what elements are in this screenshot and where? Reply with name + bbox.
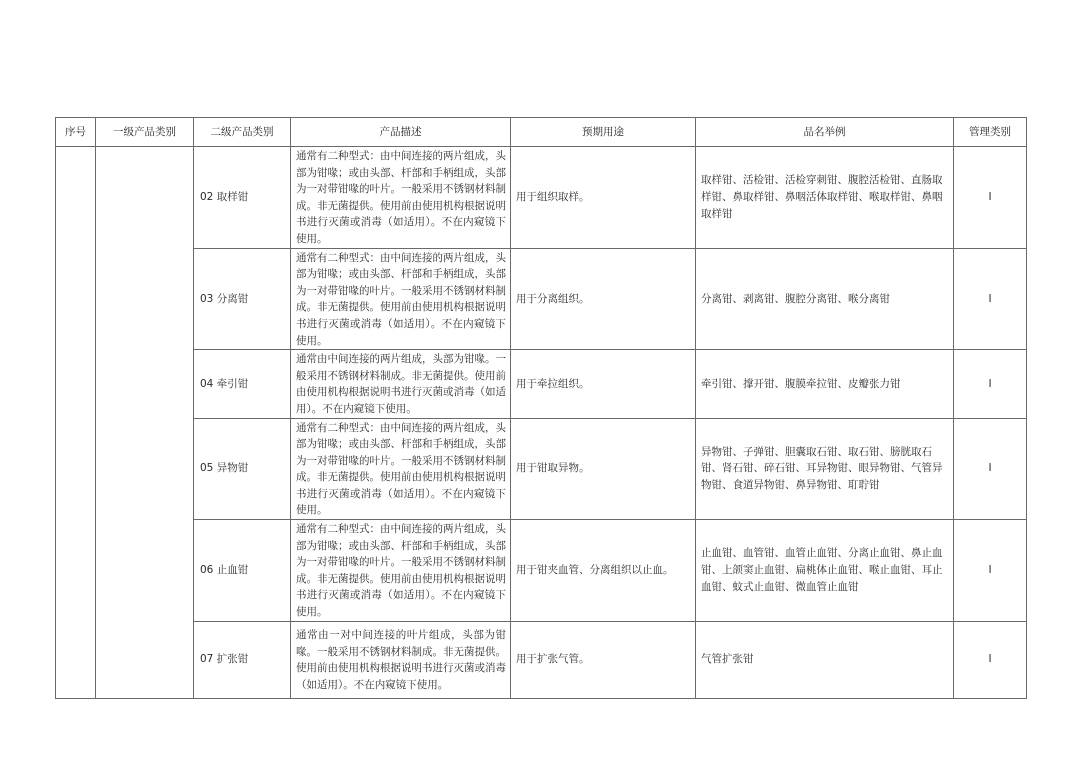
header-row [56,118,1027,147]
secondary-category-cell: 04 牵引钳 [194,350,291,418]
header-secondary-category: 二级产品类别 [194,118,291,147]
intended-use-cell: 用于分离组织。 [511,248,696,350]
secondary-category-cell: 05 异物钳 [194,418,291,520]
header-primary-category: 一级产品类别 [96,118,194,147]
intended-use-cell: 用于扩张气管。 [511,621,696,698]
header-management-class: 管理类别 [954,118,1027,147]
examples-cell: 分离钳、剥离钳、腹腔分离钳、喉分离钳 [696,248,954,350]
examples-cell: 止血钳、血管钳、血管止血钳、分离止血钳、鼻止血钳、上颌窦止血钳、扁桃体止血钳、喉止血钳、耳止血钳、蚊式止血钳、微血管止血钳 [696,520,954,622]
seq-cell [56,147,96,699]
management-class-cell: I [954,350,1027,418]
table-row [56,147,1027,249]
description-cell: 通常有二种型式：由中间连接的两片组成，头部为钳喙；或由头部、杆部和手柄组成，头部为一对带钳喙的叶片。一般采用不锈钢材料制成。非无菌提供。使用前由使用机构根据说明书进行灭菌或消毒（如适用）。不在内窥镜下使用。 [291,147,511,249]
description-cell: 通常由一对中间连接的叶片组成，头部为钳喙。一般采用不锈钢材料制成。非无菌提供。使用前由使用机构根据说明书进行灭菌或消毒（如适用）。不在内窥镜下使用。 [291,621,511,698]
table-row [56,350,1027,418]
secondary-category-cell: 03 分离钳 [194,248,291,350]
description-cell: 通常有二种型式：由中间连接的两片组成，头部为钳喙；或由头部、杆部和手柄组成，头部为一对带钳喙的叶片。一般采用不锈钢材料制成。非无菌提供。使用前由使用机构根据说明书进行灭菌或消毒（如适用）。不在内窥镜下使用。 [291,248,511,350]
management-class-cell: I [954,520,1027,622]
table-row [56,418,1027,520]
examples-cell: 异物钳、子弹钳、胆囊取石钳、取石钳、膀胱取石钳、肾石钳、碎石钳、耳异物钳、眼异物钳、气管异物钳、食道异物钳、鼻异物钳、耵聍钳 [696,418,954,520]
intended-use-cell: 用于组织取样。 [511,147,696,249]
primary-category-cell [96,147,194,699]
secondary-category-cell: 02 取样钳 [194,147,291,249]
header-product-examples: 品名举例 [696,118,954,147]
management-class-cell: I [954,621,1027,698]
description-cell: 通常由中间连接的两片组成，头部为钳喙。一般采用不锈钢材料制成。非无菌提供。使用前由使用机构根据说明书进行灭菌或消毒（如适用）。不在内窥镜下使用。 [291,350,511,418]
examples-cell: 取样钳、活检钳、活检穿刺钳、腹腔活检钳、直肠取样钳、鼻取样钳、鼻咽活体取样钳、喉取样钳、鼻咽取样钳 [696,147,954,249]
header-product-description: 产品描述 [291,118,511,147]
examples-cell: 牵引钳、撑开钳、腹膜牵拉钳、皮瓣张力钳 [696,350,954,418]
management-class-cell: I [954,248,1027,350]
header-intended-use: 预期用途 [511,118,696,147]
examples-cell: 气管扩张钳 [696,621,954,698]
secondary-category-cell: 07 扩张钳 [194,621,291,698]
table-row [56,248,1027,350]
intended-use-cell: 用于钳夹血管、分离组织以止血。 [511,520,696,622]
table-row [56,520,1027,622]
table-row [56,621,1027,698]
management-class-cell: I [954,418,1027,520]
description-cell: 通常有二种型式：由中间连接的两片组成，头部为钳喙；或由头部、杆部和手柄组成，头部为一对带钳喙的叶片。一般采用不锈钢材料制成。非无菌提供。使用前由使用机构根据说明书进行灭菌或消毒（如适用）。不在内窥镜下使用。 [291,418,511,520]
intended-use-cell: 用于牵拉组织。 [511,350,696,418]
management-class-cell: I [954,147,1027,249]
secondary-category-cell: 06 止血钳 [194,520,291,622]
intended-use-cell: 用于钳取异物。 [511,418,696,520]
description-cell: 通常有二种型式：由中间连接的两片组成，头部为钳喙；或由头部、杆部和手柄组成，头部为一对带钳喙的叶片。一般采用不锈钢材料制成。非无菌提供。使用前由使用机构根据说明书进行灭菌或消毒（如适用）。不在内窥镜下使用。 [291,520,511,622]
header-seq: 序号 [56,118,96,147]
classification-table [55,117,1027,699]
